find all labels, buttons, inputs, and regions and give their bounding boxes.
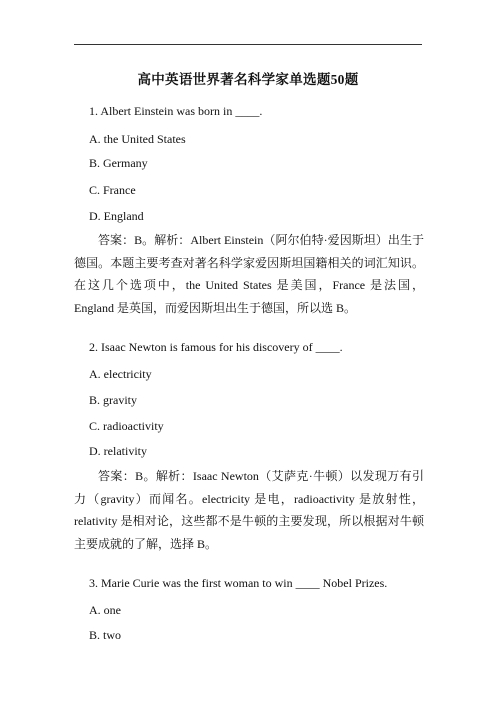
- q1-option-c: C. France: [89, 183, 136, 197]
- question-1: 1. Albert Einstein was born in ____.: [89, 104, 263, 118]
- q2-option-c: C. radioactivity: [89, 419, 164, 433]
- q2-option-a: A. electricity: [89, 367, 152, 381]
- q3-option-a: A. one: [89, 603, 121, 617]
- question-3: 3. Marie Curie was the first woman to win ____ Nobel Prizes.: [89, 576, 388, 590]
- q1-answer-explanation: 答案：B。解析：Albert Einstein（阿尔伯特·爱因斯坦）出生于德国。本题主要考查对著名科学家爱因斯坦国籍相关的词汇知识。在这几个选项中，the United States 是美国，France 是法国，England 是英国，而爱因斯坦出生于德国，所以选 B。: [74, 233, 424, 315]
- q2-option-d: D. relativity: [89, 444, 147, 458]
- q3-option-b: B. two: [89, 628, 122, 642]
- document-title: 高中英语世界著名科学家单选题50题: [137, 72, 359, 87]
- header-rule: [74, 44, 422, 45]
- q2-answer-explanation: 答案：B。解析：Isaac Newton（艾萨克·牛顿）以发现万有引力（gravity）而闻名。electricity 是电，radioactivity 是放射性，relativity 是相对论，这些都不是牛顿的主要发现，所以根据对牛顿主要成就的了解，选择 B。: [74, 469, 424, 551]
- question-2: 2. Isaac Newton is famous for his discovery of ____.: [89, 340, 343, 354]
- q1-option-b: B. Germany: [89, 156, 148, 170]
- q1-option-d: D. England: [89, 209, 144, 223]
- q2-option-b: B. gravity: [89, 393, 137, 407]
- q1-option-a: A. the United States: [89, 132, 186, 146]
